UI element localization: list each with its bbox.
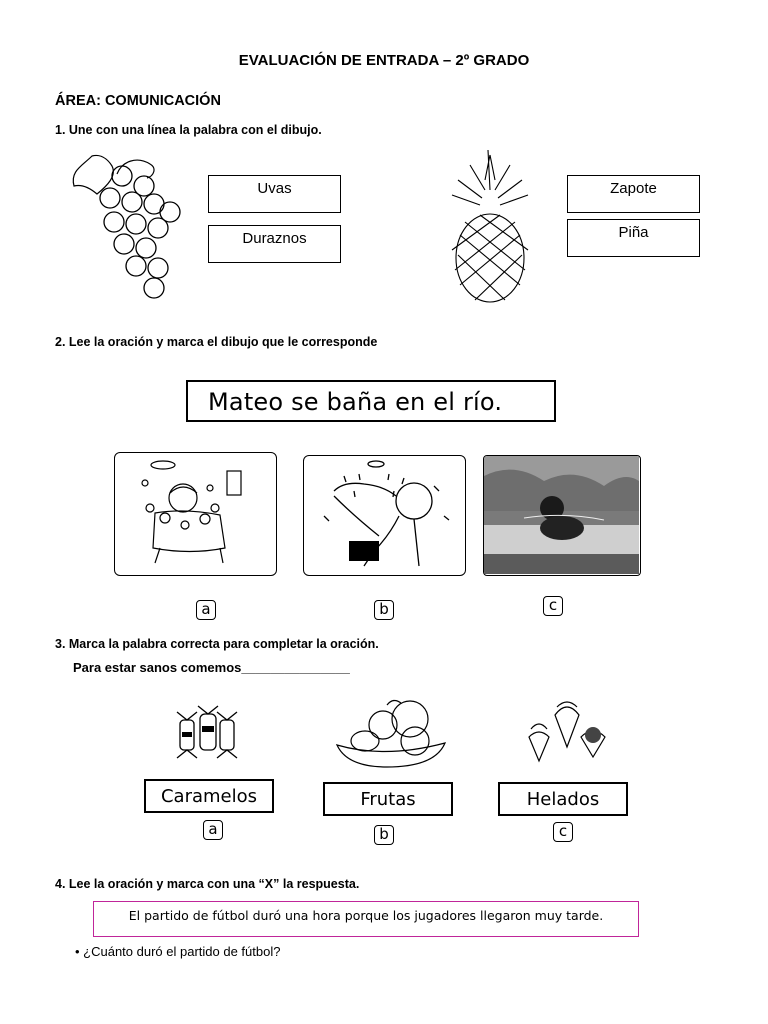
word-box-zapote: Zapote xyxy=(567,175,700,213)
question-3-sentence: Para estar sanos comemos_______________ xyxy=(73,660,350,675)
word-frutas: Frutas xyxy=(323,782,453,816)
option-b-image[interactable] xyxy=(303,455,466,576)
question-3-prompt: 3. Marca la palabra correcta para completar la oración. xyxy=(55,637,379,651)
reading-text-box: El partido de fútbol duró una hora porque los jugadores llegaron muy tarde. xyxy=(93,901,639,937)
sentence-box: Mateo se baña en el río. xyxy=(186,380,556,422)
bathtub-child-icon xyxy=(115,453,275,573)
word-box-duraznos: Duraznos xyxy=(208,225,341,263)
question-4-bullet: • ¿Cuánto duró el partido de fútbol? xyxy=(75,944,281,959)
option-a-label[interactable]: a xyxy=(196,600,216,620)
area-heading: ÁREA: COMUNICACIÓN xyxy=(55,93,221,109)
pineapple-icon xyxy=(440,150,540,305)
option-c-label[interactable]: c xyxy=(543,596,563,616)
option-a-image[interactable] xyxy=(114,452,277,576)
question-1-prompt: 1. Une con una línea la palabra con el dibujo. xyxy=(55,123,322,137)
ice-creams-icon xyxy=(525,697,610,767)
question-2-prompt: 2. Lee la oración y marca el dibujo que le corresponde xyxy=(55,335,378,349)
fruit-bowl-icon xyxy=(325,695,450,775)
word-caramelos: Caramelos xyxy=(144,779,274,813)
word-box-uvas: Uvas xyxy=(208,175,341,213)
question-4-prompt: 4. Lee la oración y marca con una “X” la respuesta. xyxy=(55,877,360,891)
word-box-pina: Piña xyxy=(567,219,700,257)
option-b-label-q3[interactable]: b xyxy=(374,825,394,845)
option-c-label-q3[interactable]: c xyxy=(553,822,573,842)
option-b-label[interactable]: b xyxy=(374,600,394,620)
candies-icon xyxy=(172,700,242,760)
page-title: EVALUACIÓN DE ENTRADA – 2º GRADO xyxy=(238,52,530,69)
grapes-icon xyxy=(62,146,187,306)
option-c-image[interactable] xyxy=(483,455,641,576)
option-a-label-q3[interactable]: a xyxy=(203,820,223,840)
word-helados: Helados xyxy=(498,782,628,816)
river-child-icon xyxy=(484,456,639,574)
shower-child-icon xyxy=(304,456,464,574)
